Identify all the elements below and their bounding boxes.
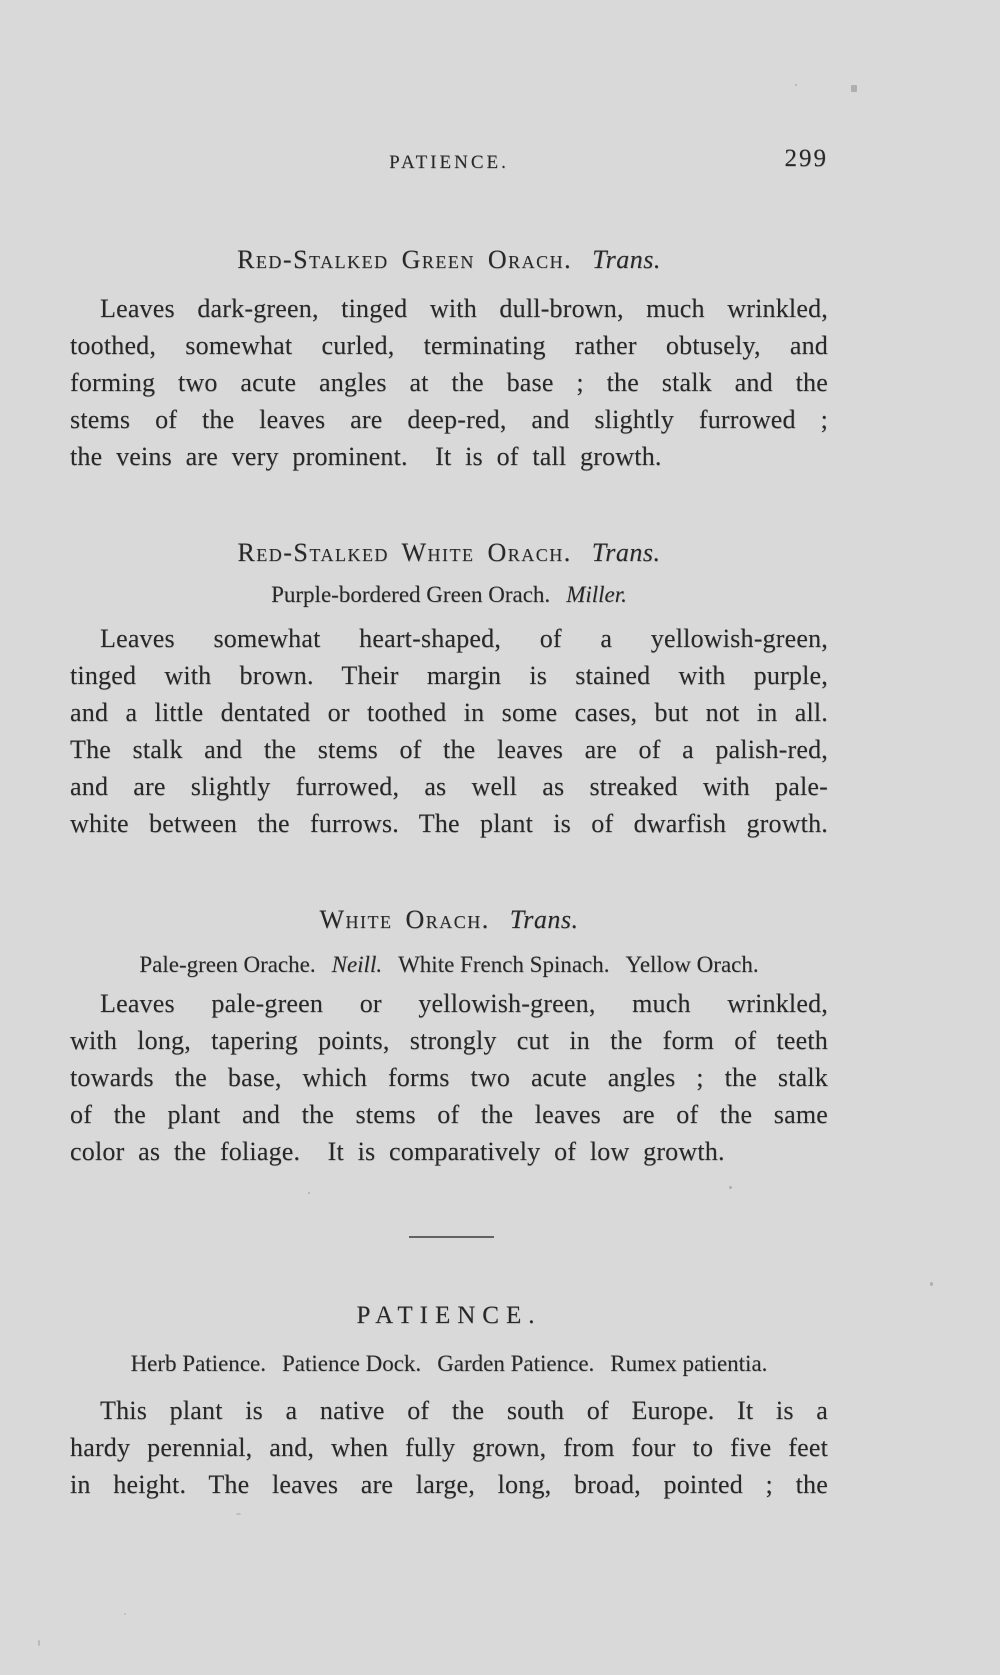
text-line: Leaves pale-green or yellowish-green, much wrinkled, <box>100 989 828 1018</box>
text-line: color as the foliage. It is comparatively of low growth. <box>70 1137 725 1166</box>
synonym-name: Patience Dock. <box>281 1351 422 1376</box>
text-line: and are slightly furrowed, as well as streaked with pale- <box>70 772 828 801</box>
heading-white-orach <box>70 905 828 935</box>
heading-red-stalked-green-orach <box>70 245 828 275</box>
synonym-authority: Neill. <box>331 952 383 977</box>
text-line: hardy perennial, and, when fully grown, from four to five feet <box>70 1433 828 1462</box>
text-line: tinged with brown. Their margin is stained with purple, <box>70 661 828 690</box>
text-line: and a little dentated or toothed in some cases, but not in all. <box>70 698 828 727</box>
text-line: This plant is a native of the south of Europe. It is a <box>100 1396 828 1425</box>
synonyms-red-stalked-white-orach <box>70 582 828 608</box>
text-line: white between the furrows. The plant is of dwarfish growth. <box>70 809 828 838</box>
text-line: of the plant and the stems of the leaves are of the same <box>70 1100 828 1129</box>
scan-speck <box>124 1613 126 1615</box>
synonym-name: Rumex patientia. <box>610 1351 768 1376</box>
text-line: the veins are very prominent. It is of tall growth. <box>70 442 662 471</box>
synonym-authority: Miller. <box>566 582 627 607</box>
scan-speck <box>38 1640 40 1646</box>
text-line: toothed, somewhat curled, terminating rather obtusely, and <box>70 331 828 360</box>
text-line: in height. The leaves are large, long, broad, pointed ; the <box>70 1470 828 1499</box>
text-line: towards the base, which forms two acute angles ; the stalk <box>70 1063 828 1092</box>
synonym-name: Yellow Orach. <box>625 952 759 977</box>
text-line: Leaves dark-green, tinged with dull-brown, much wrinkled, <box>100 294 828 323</box>
synonym-name: Pale-green Orache. <box>139 952 316 977</box>
text-line: forming two acute angles at the base ; the stalk and the <box>70 368 828 397</box>
synonym-name: White French Spinach. <box>398 952 610 977</box>
scan-speck <box>851 85 857 92</box>
species-name: White Orach. <box>319 905 490 934</box>
synonyms-patience <box>70 1351 828 1377</box>
heading-red-stalked-white-orach <box>70 538 828 568</box>
scan-speck <box>308 1192 310 1194</box>
species-authority: Trans. <box>591 538 661 567</box>
chapter-heading-patience: PATIENCE. <box>356 1302 542 1329</box>
running-header-title: PATIENCE. <box>389 152 509 173</box>
scan-speck <box>795 84 797 86</box>
text-line: with long, tapering points, strongly cut in the form of teeth <box>70 1026 828 1055</box>
scan-speck <box>236 1513 241 1515</box>
paragraph-red-stalked-green-orach <box>70 290 828 475</box>
synonym-name: Garden Patience. <box>437 1351 595 1376</box>
section-divider <box>409 1236 494 1238</box>
running-header <box>70 145 828 175</box>
paragraph-white-orach <box>70 985 828 1170</box>
synonym-name: Herb Patience. <box>130 1351 266 1376</box>
scan-speck <box>729 1186 732 1189</box>
text-line: Leaves somewhat heart-shaped, of a yellowish-green, <box>100 624 828 653</box>
text-line: stems of the leaves are deep-red, and slightly furrowed ; <box>70 405 828 434</box>
paragraph-patience <box>70 1392 828 1503</box>
synonyms-white-orach <box>70 952 828 978</box>
page-number: 299 <box>784 145 828 172</box>
synonym-name: Purple-bordered Green Orach. <box>271 582 551 607</box>
text-line: The stalk and the stems of the leaves are of a palish-red, <box>70 735 828 764</box>
scan-speck <box>930 1282 933 1286</box>
species-authority: Trans. <box>509 905 579 934</box>
species-name: Red-Stalked Green Orach. <box>237 245 573 274</box>
species-name: Red-Stalked White Orach. <box>237 538 572 567</box>
paragraph-red-stalked-white-orach <box>70 620 828 842</box>
species-authority: Trans. <box>592 245 661 274</box>
